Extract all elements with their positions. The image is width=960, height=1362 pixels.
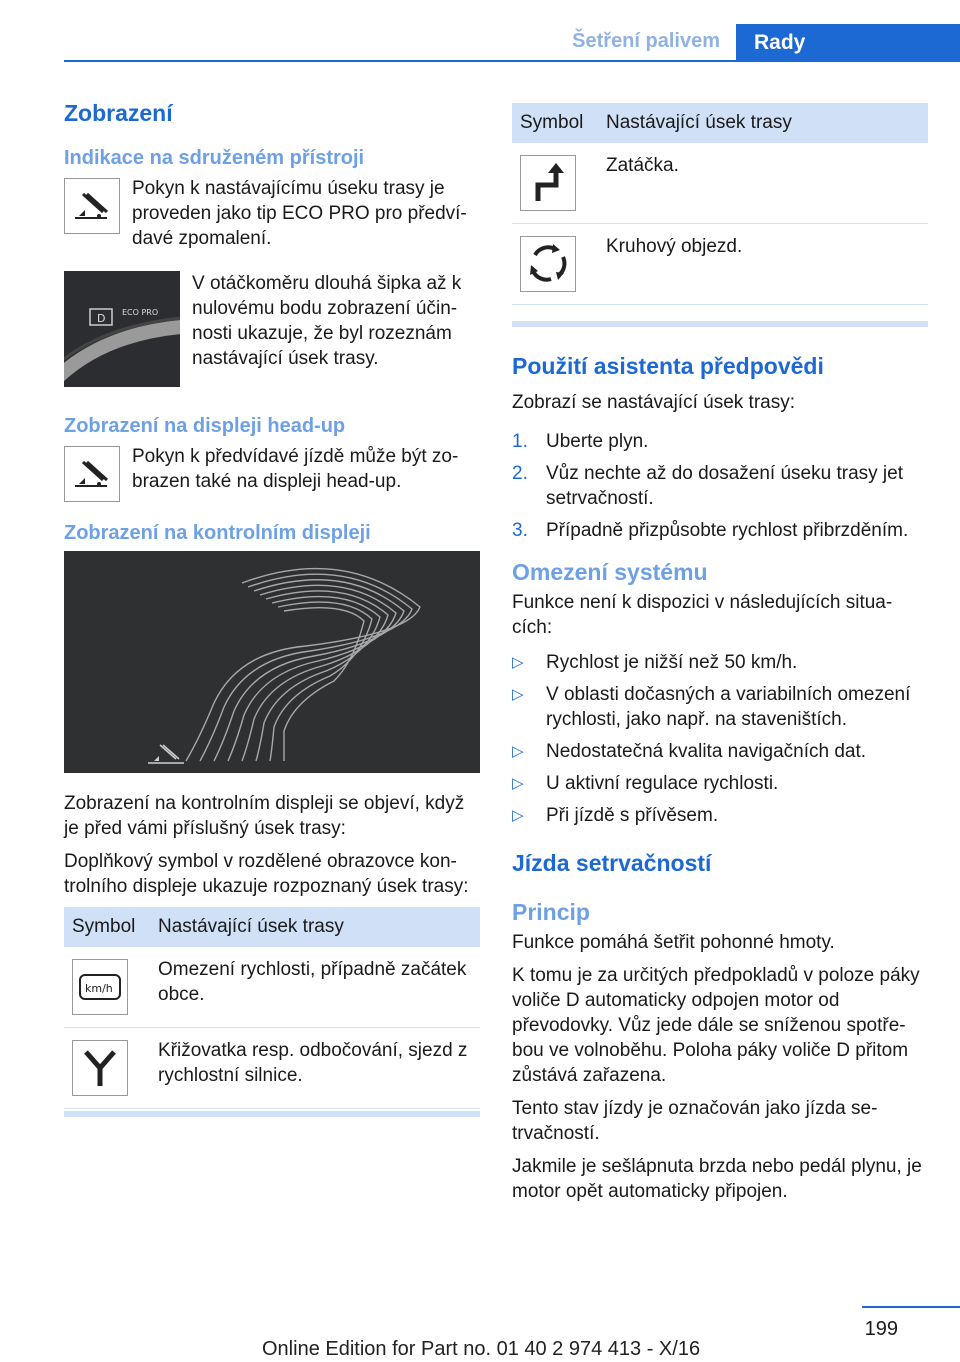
svg-text:ECO PRO: ECO PRO: [122, 308, 159, 317]
cluster-hint-row: [64, 176, 480, 251]
list-item: ▷ Při jízdě s přívěsem.: [512, 805, 719, 826]
table-header-section: Nastávající úsek trasy: [598, 103, 928, 143]
route-symbol-table-right: [512, 103, 928, 305]
principle-para-2: K tomu je za určitých předpokladů v poloze páky voliče D automaticky odpojen motor od převodovky. Vůz jede dále se sníženou spotře-bou ve volnoběhu. Poloha páky voliče D přitom zůstává zařazena.: [512, 965, 920, 1086]
table-cell-text: Omezení rychlosti, případně začátek obce.: [150, 947, 480, 1028]
section-title-display: Zobrazení: [64, 100, 173, 126]
subheading-cluster: Indikace na sdruženém přístroji: [64, 147, 365, 169]
table-row: [512, 224, 928, 305]
principle-para-1: Funkce pomáhá šetřit pohonné hmoty.: [512, 932, 835, 953]
section-title-assistant: Použití asistenta předpovědi: [512, 353, 824, 379]
list-item: ▷ Rychlost je nižší než 50 km/h.: [512, 652, 798, 673]
principle-para-3: Tento stav jízdy je označován jako jízda se-trvačností.: [512, 1098, 878, 1144]
page-number: 199: [864, 1318, 898, 1340]
assistant-steps: [512, 429, 928, 543]
table-row: [64, 947, 480, 1028]
table-cell-text: Kruhový objezd.: [598, 224, 928, 305]
bullet-triangle-icon: ▷: [512, 743, 524, 760]
table-row: [512, 143, 928, 224]
page-number-rule: [862, 1306, 960, 1308]
bullet-triangle-icon: ▷: [512, 807, 524, 824]
curve-icon: [520, 155, 576, 211]
route-symbol-table-left: [64, 907, 480, 1109]
section-title-coasting: Jízda setrvačností: [512, 850, 712, 876]
tachometer-photo: [64, 271, 180, 387]
header-tab: Rady: [736, 24, 960, 62]
table-header-symbol: Symbol: [512, 103, 598, 143]
table-cell-text: Křižovatka resp. odbočování, sjezd z rychlostní silnice.: [150, 1028, 480, 1109]
header-section-title: Šetření palivem: [572, 30, 720, 52]
bullet-triangle-icon: ▷: [512, 686, 524, 703]
list-item: 2. Vůz nechte až do dosažení úseku trasy jet setrvačností.: [512, 463, 903, 509]
roundabout-icon: [520, 236, 576, 292]
right-column: [512, 103, 928, 1204]
headup-hint-text: Pokyn k předvídavé jízdě může být zo-brazen také na displeji head-up.: [132, 446, 459, 492]
subheading-control-display: Zobrazení na kontrolním displeji: [64, 522, 371, 544]
list-item: ▷ Nedostatečná kvalita navigačních dat.: [512, 741, 867, 762]
principle-para-4: Jakmile je sešlápnuta brzda nebo pedál plynu, je motor opět automaticky připojen.: [512, 1156, 922, 1202]
limits-intro: Funkce není k dispozici v následujících situa-cích:: [512, 592, 893, 638]
table-cell-text: Zatáčka.: [598, 143, 928, 224]
table-end-bar: [512, 321, 928, 327]
list-item: 3. Případně přizpůsobte rychlost přibrzděním.: [512, 520, 909, 541]
tachometer-row: [64, 271, 480, 387]
eco-coasting-icon: [64, 446, 120, 502]
eco-coasting-icon: [64, 178, 120, 234]
junction-icon: [72, 1040, 128, 1096]
svg-text:D: D: [97, 312, 106, 325]
assistant-intro: Zobrazí se nastávající úsek trasy:: [512, 392, 796, 413]
limits-list: [512, 650, 928, 828]
svg-text:km/h: km/h: [85, 982, 113, 995]
subheading-headup: Zobrazení na displeji head-up: [64, 415, 346, 437]
list-item: ▷ U aktivní regulace rychlosti.: [512, 773, 779, 794]
header-rule: [64, 60, 960, 62]
control-display-para-2: Doplňkový symbol v rozdělené obrazovce kon-trolního displeje ukazuje rozpoznaný úsek trasy:: [64, 851, 469, 897]
subheading-limits: Omezení systému: [512, 559, 708, 585]
tachometer-text: V otáčkoměru dlouhá šipka až k nulovému bodu zobrazení účin-nosti ukazuje, že byl rozeznám nastávající úsek trasy.: [192, 273, 462, 369]
left-column: [64, 100, 480, 1117]
bullet-triangle-icon: ▷: [512, 654, 524, 671]
subheading-principle: Princip: [512, 899, 590, 925]
list-item: ▷ V oblasti dočasných a variabilních omezení rychlosti, jako např. na staveništích.: [512, 684, 911, 730]
footer-edition: Online Edition for Part no. 01 40 2 974 413 - X/16: [262, 1338, 701, 1360]
headup-hint-row: [64, 444, 480, 502]
table-row: [64, 1028, 480, 1109]
control-display-photo: [64, 551, 480, 773]
table-header-symbol: Symbol: [64, 907, 150, 947]
table-end-bar: [64, 1111, 480, 1117]
cluster-hint-text: Pokyn k nastávajícímu úseku trasy je proveden jako tip ECO PRO pro předví-davé zpomalení.: [132, 178, 467, 249]
table-header-section: Nastávající úsek trasy: [150, 907, 480, 947]
bullet-triangle-icon: ▷: [512, 775, 524, 792]
control-display-para-1: Zobrazení na kontrolním displeji se objeví, když je před vámi příslušný úsek trasy:: [64, 793, 465, 839]
speed-limit-icon: [72, 959, 128, 1015]
list-item: 1. Uberte plyn.: [512, 431, 649, 452]
